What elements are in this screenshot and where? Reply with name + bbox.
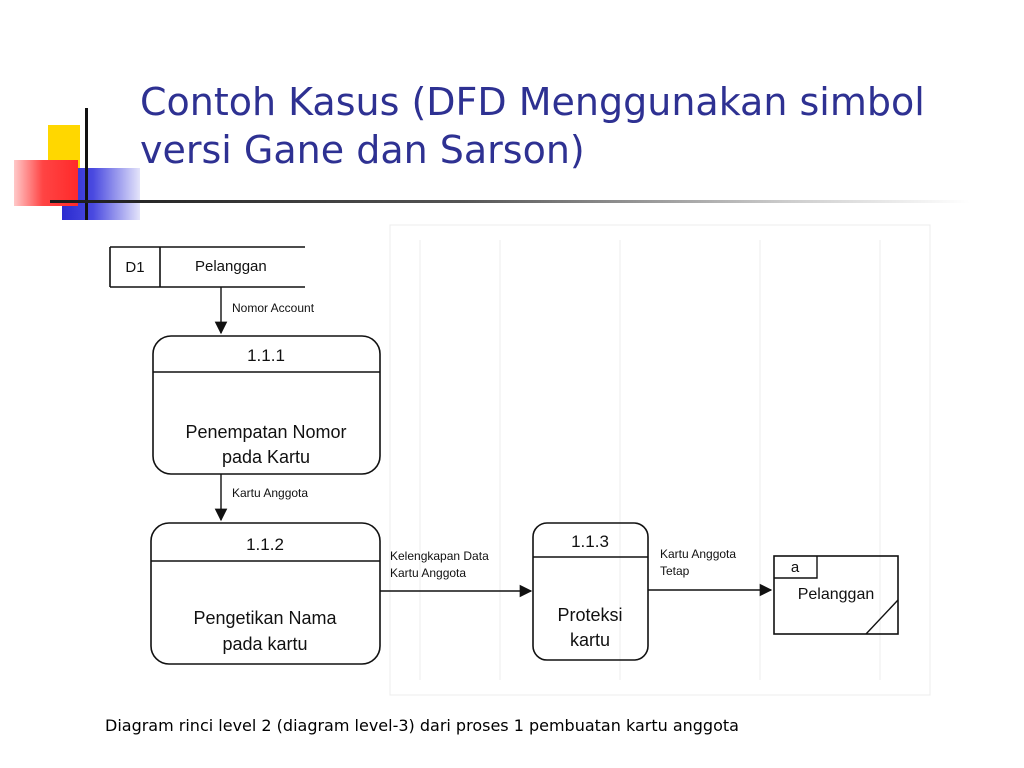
flow-label-kartu-tetap-line2: Tetap: [660, 564, 690, 578]
process-1-1-2-line2: pada kartu: [222, 634, 308, 654]
flow-label-kelengkapan-line1: Kelengkapan Data: [390, 549, 489, 563]
external-entity-id: a: [790, 559, 800, 576]
process-1-1-1: [153, 336, 380, 474]
process-1-1-1-line2: pada Kartu: [221, 447, 311, 467]
faded-scan-background: [390, 225, 930, 695]
external-entity-name: Pelanggan: [797, 586, 875, 603]
flow-label-kartu-tetap-line1: Kartu Anggota: [660, 547, 737, 561]
process-1-1-3-id: 1.1.3: [571, 532, 609, 551]
flow-label-kelengkapan-line2: Kartu Anggota: [390, 566, 467, 580]
data-store-name: Pelanggan: [195, 258, 267, 275]
process-1-1-2-line1: Pengetikan Nama: [193, 608, 337, 628]
process-1-1-2: [151, 523, 380, 664]
process-1-1-1-line1: Penempatan Nomor: [185, 422, 347, 442]
process-1-1-3: [533, 523, 648, 660]
process-1-1-1-id: 1.1.1: [247, 346, 285, 365]
data-store-id: D1: [125, 259, 145, 276]
process-1-1-2-id: 1.1.2: [246, 535, 284, 554]
flow-label-nomor-account: Nomor Account: [232, 301, 315, 315]
process-1-1-3-line2: kartu: [569, 630, 611, 650]
slide-title: Contoh Kasus (DFD Menggunakan simbol versi Gane dan Sarson): [140, 80, 925, 172]
process-1-1-3-line1: Proteksi: [557, 605, 623, 625]
diagram-caption: Diagram rinci level 2 (diagram level-3) dari proses 1 pembuatan kartu anggota: [105, 716, 739, 735]
data-store-d1: [110, 247, 305, 287]
flow-label-kartu-anggota: Kartu Anggota: [232, 486, 309, 500]
external-entity-pelanggan: [774, 556, 898, 634]
